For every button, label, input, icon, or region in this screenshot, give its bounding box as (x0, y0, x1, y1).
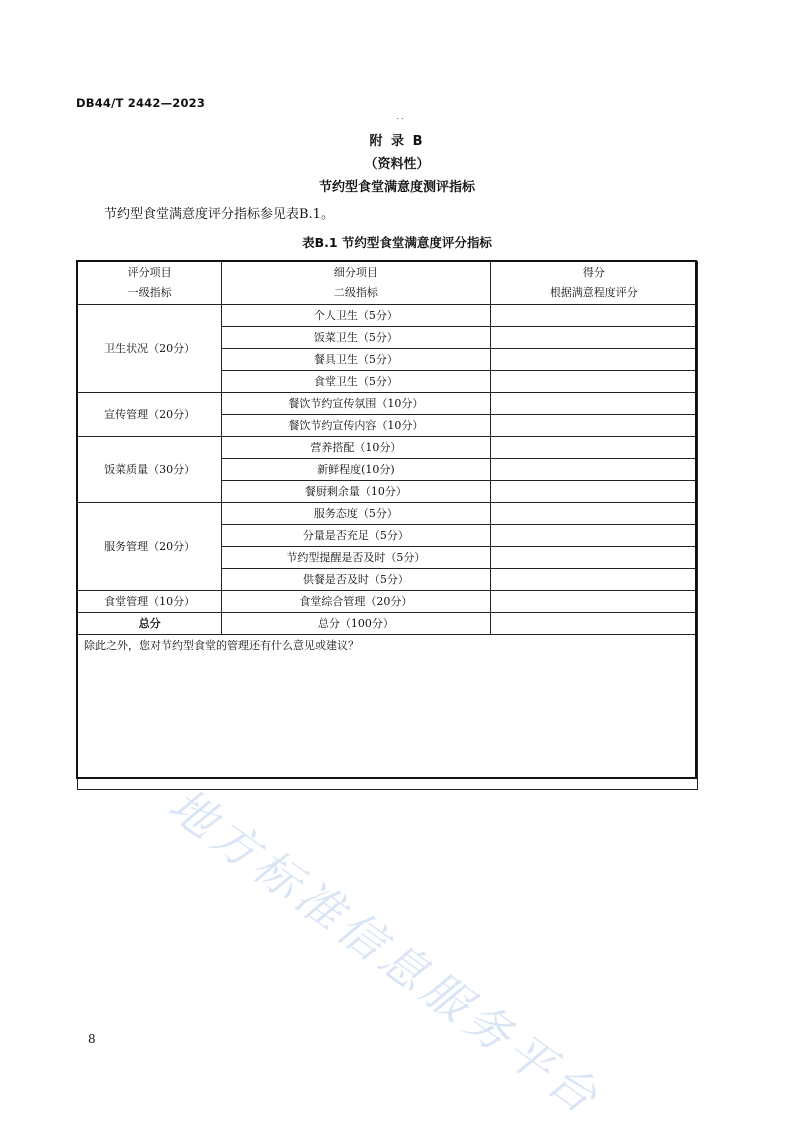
header-col3-line2: 根据满意程度评分 (549, 286, 638, 299)
level2-indicator-cell: 分量是否充足（5分） (222, 525, 490, 547)
decorative-dots: . . (396, 112, 404, 121)
total-score-cell[interactable] (490, 613, 697, 635)
intro-paragraph: 节约型食堂满意度评分指标参见表B.1。 (104, 207, 334, 222)
level2-indicator-cell: 餐饮节约宣传氛围（10分） (222, 393, 490, 415)
total-row (78, 613, 698, 635)
header-cell-level2 (222, 262, 490, 305)
evaluation-table (77, 261, 698, 790)
appendix-nature: （资料性） (364, 157, 430, 172)
level2-indicator-cell: 营养搭配（10分） (222, 437, 490, 459)
appendix-title: 附 录 B (369, 134, 425, 149)
level2-indicator-cell: 个人卫生（5分） (222, 305, 490, 327)
remarks-cell[interactable]: 除此之外，您对节约型食堂的管理还有什么意见或建议？ (78, 635, 698, 790)
score-cell[interactable] (490, 525, 697, 547)
standard-code: DB44/T 2442—2023 (76, 96, 206, 110)
level2-indicator-cell: 供餐是否及时（5分） (222, 569, 490, 591)
level1-indicator-cell: 宣传管理（20分） (78, 393, 222, 437)
level1-indicator-cell: 食堂管理（10分） (78, 591, 222, 613)
table-header-row (78, 262, 698, 305)
table-row (78, 591, 698, 613)
score-cell[interactable] (490, 547, 697, 569)
level2-indicator-cell: 餐饮节约宣传内容（10分） (222, 415, 490, 437)
table-row (78, 305, 698, 327)
watermark: 地方标准信息服务平台 (158, 777, 612, 1127)
level2-indicator-cell: 餐具卫生（5分） (222, 349, 490, 371)
table-row (78, 393, 698, 415)
header-col2-line1: 细分项目 (333, 266, 378, 279)
score-cell[interactable] (490, 415, 697, 437)
level2-indicator-cell: 节约型提醒是否及时（5分） (222, 547, 490, 569)
header-cell-level1 (78, 262, 222, 305)
level2-indicator-cell: 食堂卫生（5分） (222, 371, 490, 393)
level2-indicator-cell: 食堂综合管理（20分） (222, 591, 490, 613)
header-col2-line2: 二级指标 (333, 286, 378, 299)
score-cell[interactable] (490, 569, 697, 591)
score-cell[interactable] (490, 591, 697, 613)
total-label-cell: 总分 (78, 613, 222, 635)
score-cell[interactable] (490, 305, 697, 327)
table-row (78, 437, 698, 459)
score-cell[interactable] (490, 327, 697, 349)
level2-indicator-cell: 饭菜卫生（5分） (222, 327, 490, 349)
score-cell[interactable] (490, 371, 697, 393)
level1-indicator-cell: 饭菜质量（30分） (78, 437, 222, 503)
score-cell[interactable] (490, 503, 697, 525)
evaluation-table-body (78, 262, 698, 790)
score-cell[interactable] (490, 459, 697, 481)
header-col1-line2: 一级指标 (127, 286, 172, 299)
level2-indicator-cell: 餐厨剩余量（10分） (222, 481, 490, 503)
page-number: 8 (88, 1032, 96, 1046)
level2-indicator-cell: 新鲜程度(10分) (222, 459, 490, 481)
total-value-cell: 总分（100分） (222, 613, 490, 635)
header-col3-line1: 得分 (582, 266, 605, 279)
table-caption: 表B.1 节约型食堂满意度评分指标 (302, 235, 492, 250)
score-cell[interactable] (490, 481, 697, 503)
remarks-row (78, 635, 698, 790)
appendix-name: 节约型食堂满意度测评指标 (318, 180, 475, 195)
level1-indicator-cell: 服务管理（20分） (78, 503, 222, 591)
level2-indicator-cell: 服务态度（5分） (222, 503, 490, 525)
level1-indicator-cell: 卫生状况（20分） (78, 305, 222, 393)
score-cell[interactable] (490, 437, 697, 459)
table-row (78, 503, 698, 525)
score-cell[interactable] (490, 393, 697, 415)
header-col1-line1: 评分项目 (127, 266, 172, 279)
score-cell[interactable] (490, 349, 697, 371)
header-cell-score (490, 262, 697, 305)
